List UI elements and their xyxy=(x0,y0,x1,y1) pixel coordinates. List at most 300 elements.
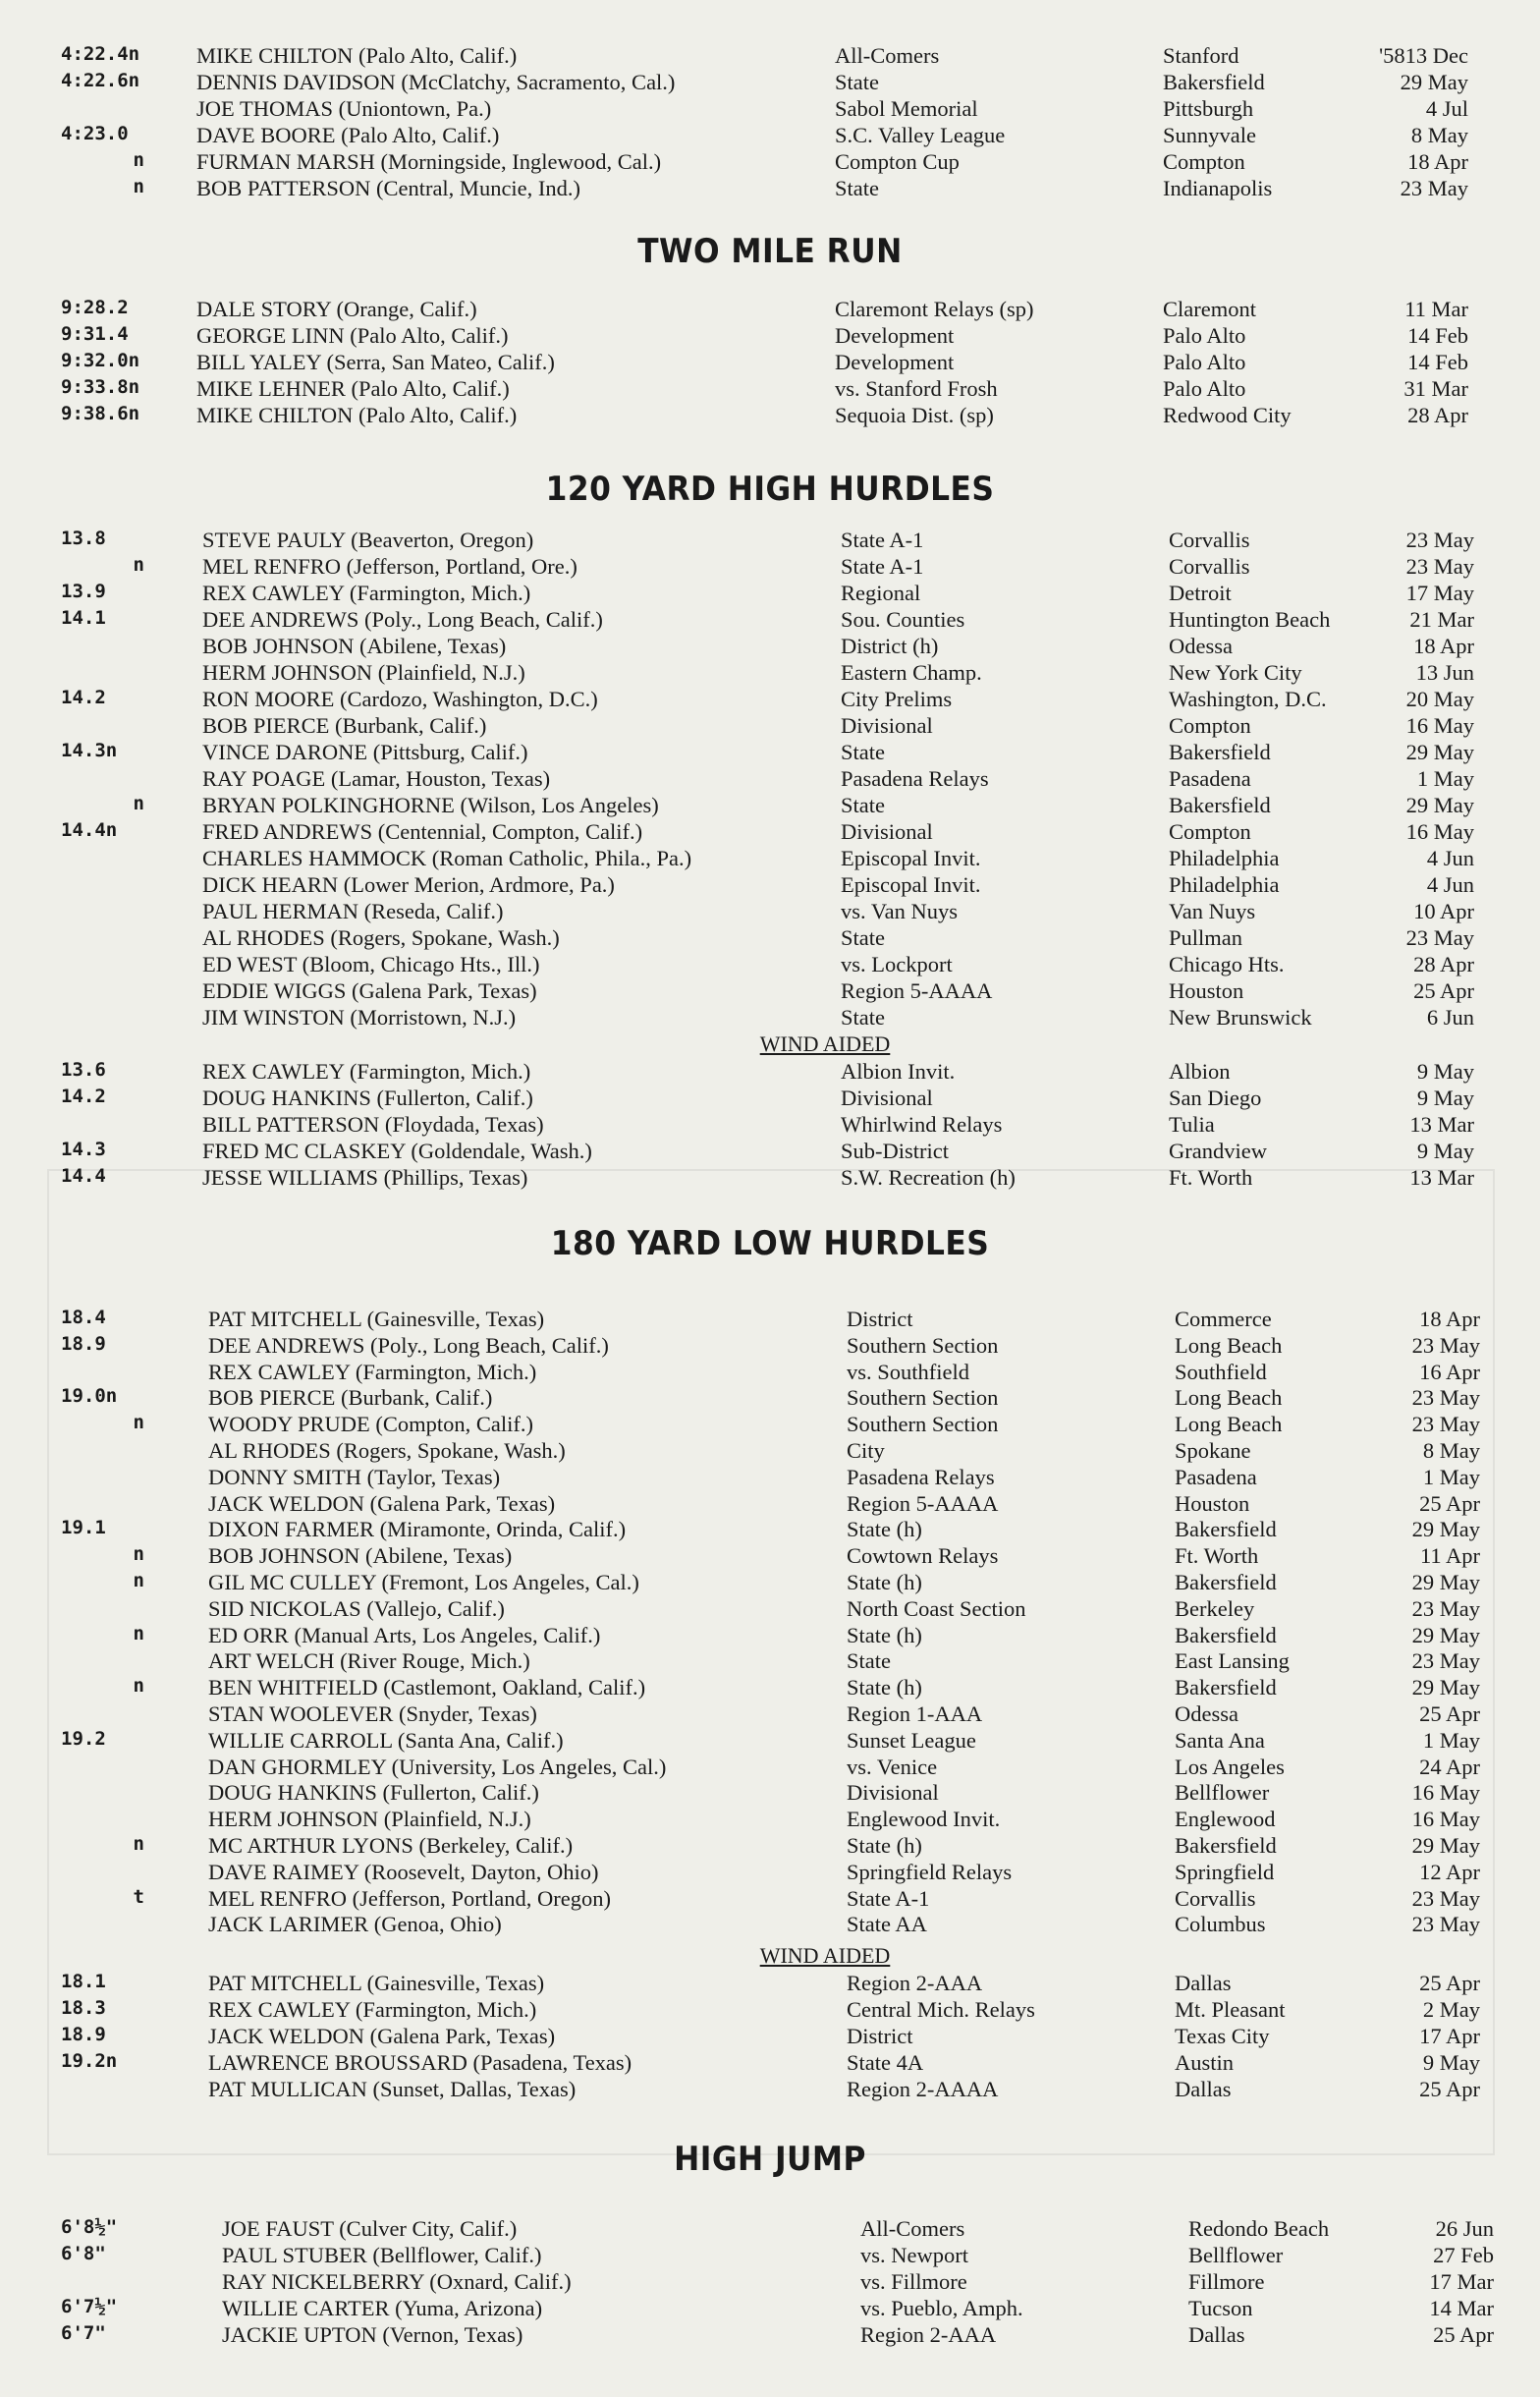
athlete-name: EDDIE WIGGS (Galena Park, Texas) xyxy=(202,978,537,1003)
meet-location: Bakersfield xyxy=(1169,740,1271,764)
athlete-name: REX CAWLEY (Farmington, Mich.) xyxy=(208,1359,537,1384)
result-mark: 19.2n xyxy=(61,2050,118,2072)
athlete-name: GEORGE LINN (Palo Alto, Calif.) xyxy=(196,323,509,348)
meet-location: Long Beach xyxy=(1175,1332,1283,1358)
result-row xyxy=(0,149,1540,176)
meet-date: 17 Mar xyxy=(1429,2269,1494,2294)
meet-name: State xyxy=(841,1005,885,1030)
athlete-name: DENNIS DAVIDSON (McClatchy, Sacramento, Cal.) xyxy=(196,70,676,94)
result-row xyxy=(0,2269,1540,2296)
meet-location: Detroit xyxy=(1169,581,1232,605)
result-mark: 6'7½" xyxy=(61,2296,118,2317)
meet-location: Corvallis xyxy=(1175,1885,1256,1911)
meet-date: 14 Feb xyxy=(1407,350,1468,374)
meet-location: Bakersfield xyxy=(1175,1622,1277,1647)
result-row xyxy=(0,70,1540,96)
result-mark: 6'8" xyxy=(61,2243,106,2264)
result-mark: n xyxy=(133,1543,144,1566)
meet-location: Odessa xyxy=(1175,1701,1238,1726)
meet-location: Austin xyxy=(1175,2050,1235,2075)
meet-date: 16 May xyxy=(1405,713,1474,738)
meet-date: 2 May xyxy=(1422,1997,1480,2022)
result-mark: 9:32.0n xyxy=(61,350,140,371)
meet-name: City Prelims xyxy=(841,687,953,711)
athlete-name: DOUG HANKINS (Fullerton, Calif.) xyxy=(208,1780,539,1806)
meet-name: Episcopal Invit. xyxy=(841,846,981,870)
meet-name: Development xyxy=(835,350,955,374)
meet-date: 23 May xyxy=(1411,1648,1480,1674)
meet-location: Philadelphia xyxy=(1169,846,1280,870)
meet-date: 6 Jun xyxy=(1426,1005,1474,1030)
result-row xyxy=(0,1807,1540,1833)
meet-name: Regional xyxy=(841,581,921,605)
result-row xyxy=(0,350,1540,376)
athlete-name: CHARLES HAMMOCK (Roman Catholic, Phila., Pa.) xyxy=(202,846,692,870)
meet-name: Region 2-AAAA xyxy=(847,2077,999,2101)
result-row xyxy=(0,176,1540,202)
meet-date: 1 May xyxy=(1422,1464,1480,1489)
result-mark: 13.9 xyxy=(61,581,106,602)
athlete-name: AL RHODES (Rogers, Spokane, Wash.) xyxy=(202,925,560,950)
meet-location: Ft. Worth xyxy=(1169,1165,1253,1190)
meet-location: Long Beach xyxy=(1175,1412,1283,1437)
athlete-name: SID NICKOLAS (Vallejo, Calif.) xyxy=(208,1595,505,1621)
result-row xyxy=(0,581,1540,607)
result-row xyxy=(0,1570,1540,1596)
athlete-name: DEE ANDREWS (Poly., Long Beach, Calif.) xyxy=(208,1332,609,1358)
result-row xyxy=(0,607,1540,634)
meet-location: Compton xyxy=(1163,149,1245,174)
result-row xyxy=(0,1438,1540,1465)
meet-name: Region 2-AAA xyxy=(847,1971,983,1995)
result-row xyxy=(0,1086,1540,1112)
result-row xyxy=(0,123,1540,149)
meet-name: Compton Cup xyxy=(835,149,960,174)
meet-location: Dallas xyxy=(1188,2322,1245,2347)
result-row xyxy=(0,2077,1540,2103)
athlete-name: HERM JOHNSON (Plainfield, N.J.) xyxy=(208,1807,531,1832)
athlete-name: ED WEST (Bloom, Chicago Hts., Ill.) xyxy=(202,952,540,976)
meet-location: Pasadena xyxy=(1175,1464,1257,1489)
result-mark: 19.2 xyxy=(61,1727,106,1750)
meet-date: 21 Mar xyxy=(1409,607,1474,632)
result-row xyxy=(0,1623,1540,1649)
athlete-name: RAY NICKELBERRY (Oxnard, Calif.) xyxy=(222,2269,572,2294)
meet-name: State xyxy=(841,925,885,950)
athlete-name: WOODY PRUDE (Compton, Calif.) xyxy=(208,1412,534,1437)
athlete-name: JACK WELDON (Galena Park, Texas) xyxy=(208,2024,556,2048)
result-mark: 18.9 xyxy=(61,2024,106,2045)
meet-location: Palo Alto xyxy=(1163,323,1246,348)
result-row xyxy=(0,1165,1540,1192)
meet-date: 17 May xyxy=(1405,581,1474,605)
meet-date: '5813 Dec xyxy=(1379,43,1468,68)
meet-location: Corvallis xyxy=(1169,528,1250,552)
result-row xyxy=(0,660,1540,687)
athlete-name: WILLIE CARTER (Yuma, Arizona) xyxy=(222,2296,543,2320)
meet-location: Bakersfield xyxy=(1175,1570,1277,1594)
result-row xyxy=(0,96,1540,123)
result-row xyxy=(0,43,1540,70)
result-row xyxy=(0,1728,1540,1755)
meet-location: Long Beach xyxy=(1175,1385,1283,1411)
athlete-name: REX CAWLEY (Farmington, Mich.) xyxy=(208,1997,537,2022)
result-row xyxy=(0,978,1540,1005)
result-mark: n xyxy=(133,1622,144,1644)
meet-location: Corvallis xyxy=(1169,554,1250,579)
meet-name: Pasadena Relays xyxy=(847,1464,995,1489)
meet-date: 17 Apr xyxy=(1419,2024,1480,2048)
athlete-name: FRED ANDREWS (Centennial, Compton, Calif.) xyxy=(202,819,643,844)
athlete-name: MIKE CHILTON (Palo Alto, Calif.) xyxy=(196,43,518,68)
athlete-name: GIL MC CULLEY (Fremont, Los Angeles, Cal.) xyxy=(208,1570,639,1594)
meet-name: vs. Stanford Frosh xyxy=(835,376,998,401)
meet-date: 4 Jun xyxy=(1426,846,1474,870)
result-row xyxy=(0,1543,1540,1570)
result-row xyxy=(0,819,1540,846)
result-mark: 14.2 xyxy=(61,1086,106,1107)
meet-location: Berkeley xyxy=(1175,1595,1255,1621)
high-jump-heading: HIGH JUMP xyxy=(674,2140,866,2179)
meet-name: S.W. Recreation (h) xyxy=(841,1165,1016,1190)
meet-date: 9 May xyxy=(1422,2050,1480,2075)
meet-date: 28 Apr xyxy=(1407,403,1468,427)
meet-name: Development xyxy=(835,323,955,348)
result-row xyxy=(0,634,1540,660)
meet-name: vs. Van Nuys xyxy=(841,899,958,923)
athlete-name: JOE THOMAS (Uniontown, Pa.) xyxy=(196,96,492,121)
meet-location: Spokane xyxy=(1175,1438,1251,1463)
result-mark: 4:23.0 xyxy=(61,123,129,144)
meet-date: 12 Apr xyxy=(1419,1859,1480,1884)
meet-name: Albion Invit. xyxy=(841,1059,956,1084)
athlete-name: MEL RENFRO (Jefferson, Portland, Oregon) xyxy=(208,1885,611,1911)
meet-date: 8 May xyxy=(1410,123,1468,147)
meet-location: Los Angeles xyxy=(1175,1754,1285,1779)
result-row xyxy=(0,323,1540,350)
meet-location: Washington, D.C. xyxy=(1169,687,1327,711)
athlete-name: DONNY SMITH (Taylor, Texas) xyxy=(208,1464,501,1489)
result-row xyxy=(0,1833,1540,1860)
athlete-name: JESSE WILLIAMS (Phillips, Texas) xyxy=(202,1165,528,1190)
meet-date: 25 Apr xyxy=(1433,2322,1494,2347)
meet-date: 23 May xyxy=(1411,1595,1480,1621)
meet-location: Texas City xyxy=(1175,2024,1270,2048)
meet-name: Sub-District xyxy=(841,1139,949,1163)
result-mark: n xyxy=(133,793,144,814)
meet-name: Divisional xyxy=(841,1086,933,1110)
result-row xyxy=(0,554,1540,581)
result-mark: 4:22.6n xyxy=(61,70,140,91)
meet-name: State A-1 xyxy=(847,1885,930,1911)
athlete-name: JOE FAUST (Culver City, Calif.) xyxy=(222,2216,518,2241)
result-row xyxy=(0,1307,1540,1333)
result-row xyxy=(0,2296,1540,2322)
meet-location: Albion xyxy=(1169,1059,1231,1084)
meet-name: Southern Section xyxy=(847,1412,999,1437)
meet-name: Whirlwind Relays xyxy=(841,1112,1003,1137)
meet-name: Cowtown Relays xyxy=(847,1543,999,1569)
meet-location: Tucson xyxy=(1188,2296,1253,2320)
meet-location: Bakersfield xyxy=(1169,793,1271,817)
meet-name: Englewood Invit. xyxy=(847,1807,1001,1832)
result-row xyxy=(0,1491,1540,1518)
meet-name: State A-1 xyxy=(841,528,924,552)
meet-name: State (h) xyxy=(847,1675,922,1700)
meet-location: Redondo Beach xyxy=(1188,2216,1330,2241)
result-mark: 14.3n xyxy=(61,740,118,761)
meet-date: 26 Jun xyxy=(1435,2216,1494,2241)
result-row xyxy=(0,713,1540,740)
athlete-name: BILL YALEY (Serra, San Mateo, Calif.) xyxy=(196,350,555,374)
meet-location: Sunnyvale xyxy=(1163,123,1256,147)
meet-location: Mt. Pleasant xyxy=(1175,1997,1286,2022)
meet-name: Sabol Memorial xyxy=(835,96,978,121)
meet-name: City xyxy=(847,1438,885,1463)
athlete-name: JACKIE UPTON (Vernon, Texas) xyxy=(222,2322,523,2347)
athlete-name: STEVE PAULY (Beaverton, Oregon) xyxy=(202,528,534,552)
athlete-name: DALE STORY (Orange, Calif.) xyxy=(196,297,477,321)
meet-name: All-Comers xyxy=(835,43,940,68)
athlete-name: HERM JOHNSON (Plainfield, N.J.) xyxy=(202,660,525,685)
athlete-name: PAT MITCHELL (Gainesville, Texas) xyxy=(208,1307,545,1331)
meet-date: 1 May xyxy=(1422,1727,1480,1753)
athlete-name: JIM WINSTON (Morristown, N.J.) xyxy=(202,1005,517,1030)
result-row xyxy=(0,1412,1540,1438)
meet-date: 4 Jul xyxy=(1425,96,1468,121)
result-row xyxy=(0,740,1540,766)
meet-date: 9 May xyxy=(1416,1086,1474,1110)
meet-date: 23 May xyxy=(1411,1332,1480,1358)
meet-date: 20 May xyxy=(1405,687,1474,711)
result-mark: 18.3 xyxy=(61,1997,106,2019)
meet-name: Region 1-AAA xyxy=(847,1701,983,1726)
meet-location: Bakersfield xyxy=(1175,1833,1277,1858)
meet-location: Houston xyxy=(1169,978,1244,1003)
athlete-name: ED ORR (Manual Arts, Los Angeles, Calif.) xyxy=(208,1622,601,1647)
athlete-name: BOB JOHNSON (Abilene, Texas) xyxy=(208,1543,513,1569)
meet-date: 13 Mar xyxy=(1409,1112,1474,1137)
athlete-name: WILLIE CARROLL (Santa Ana, Calif.) xyxy=(208,1727,564,1753)
meet-name: District xyxy=(847,1307,913,1331)
meet-name: Southern Section xyxy=(847,1385,999,1411)
athlete-name: RON MOORE (Cardozo, Washington, D.C.) xyxy=(202,687,598,711)
athlete-name: PAT MITCHELL (Gainesville, Texas) xyxy=(208,1971,545,1995)
result-mark: 14.2 xyxy=(61,687,106,708)
meet-location: Dallas xyxy=(1175,2077,1232,2101)
athlete-name: ART WELCH (River Rouge, Mich.) xyxy=(208,1648,530,1674)
meet-name: State (h) xyxy=(847,1622,922,1647)
meet-name: Region 2-AAA xyxy=(860,2322,997,2347)
meet-location: Englewood xyxy=(1175,1807,1276,1832)
meet-date: 23 May xyxy=(1405,528,1474,552)
meet-name: Southern Section xyxy=(847,1332,999,1358)
result-row xyxy=(0,1912,1540,1938)
meet-location: Huntington Beach xyxy=(1169,607,1331,632)
meet-date: 13 Jun xyxy=(1415,660,1474,685)
meet-name: vs. Southfield xyxy=(847,1359,970,1384)
meet-location: Springfield xyxy=(1175,1859,1275,1884)
meet-location: San Diego xyxy=(1169,1086,1262,1110)
meet-name: Region 5-AAAA xyxy=(847,1490,999,1516)
meet-location: Odessa xyxy=(1169,634,1233,658)
result-row xyxy=(0,297,1540,323)
meet-location: Houston xyxy=(1175,1490,1250,1516)
two-mile-heading: TWO MILE RUN xyxy=(637,232,903,271)
athlete-name: PAUL STUBER (Bellflower, Calif.) xyxy=(222,2243,542,2267)
meet-location: Columbus xyxy=(1175,1912,1266,1937)
meet-location: Pasadena xyxy=(1169,766,1251,791)
meet-name: State (h) xyxy=(847,1570,922,1594)
result-mark: 18.9 xyxy=(61,1332,106,1355)
meet-location: Ft. Worth xyxy=(1175,1543,1259,1569)
result-row xyxy=(0,1360,1540,1386)
meet-location: Van Nuys xyxy=(1169,899,1256,923)
meet-date: 25 Apr xyxy=(1413,978,1474,1003)
athlete-name: LAWRENCE BROUSSARD (Pasadena, Texas) xyxy=(208,2050,632,2075)
meet-date: 16 May xyxy=(1405,819,1474,844)
meet-date: 25 Apr xyxy=(1419,1971,1480,1995)
meet-date: 25 Apr xyxy=(1419,1490,1480,1516)
high-hurdles-heading: 120 YARD HIGH HURDLES xyxy=(545,470,995,509)
result-mark: 14.4 xyxy=(61,1165,106,1187)
low-hurdles-heading: 180 YARD LOW HURDLES xyxy=(550,1224,990,1263)
result-row xyxy=(0,1059,1540,1086)
result-mark: 18.4 xyxy=(61,1307,106,1328)
result-row xyxy=(0,766,1540,793)
meet-location: Redwood City xyxy=(1163,403,1292,427)
athlete-name: DAVE RAIMEY (Roosevelt, Dayton, Ohio) xyxy=(208,1859,599,1884)
result-row xyxy=(0,2216,1540,2243)
athlete-name: AL RHODES (Rogers, Spokane, Wash.) xyxy=(208,1438,566,1463)
athlete-name: VINCE DARONE (Pittsburg, Calif.) xyxy=(202,740,528,764)
result-mark: n xyxy=(133,149,144,171)
meet-name: State xyxy=(841,793,885,817)
athlete-name: BILL PATTERSON (Floydada, Texas) xyxy=(202,1112,544,1137)
athlete-name: DEE ANDREWS (Poly., Long Beach, Calif.) xyxy=(202,607,603,632)
meet-date: 11 Mar xyxy=(1404,297,1468,321)
result-mark: 19.1 xyxy=(61,1517,106,1539)
meet-location: Grandview xyxy=(1169,1139,1267,1163)
result-mark: n xyxy=(133,176,144,197)
meet-name: Episcopal Invit. xyxy=(841,872,981,897)
meet-name: State xyxy=(847,1648,891,1674)
athlete-name: DAN GHORMLEY (University, Los Angeles, Cal.) xyxy=(208,1754,667,1779)
athlete-name: MEL RENFRO (Jefferson, Portland, Ore.) xyxy=(202,554,578,579)
result-mark: 4:22.4n xyxy=(61,43,140,65)
result-mark: 14.4n xyxy=(61,819,118,841)
meet-name: Pasadena Relays xyxy=(841,766,989,791)
athlete-name: STAN WOOLEVER (Snyder, Texas) xyxy=(208,1701,537,1726)
result-mark: 9:38.6n xyxy=(61,403,140,424)
meet-location: Palo Alto xyxy=(1163,376,1246,401)
athlete-name: PAUL HERMAN (Reseda, Calif.) xyxy=(202,899,504,923)
meet-name: vs. Newport xyxy=(860,2243,968,2267)
meet-location: East Lansing xyxy=(1175,1648,1290,1674)
athlete-name: BOB PIERCE (Burbank, Calif.) xyxy=(208,1385,493,1411)
result-row xyxy=(0,376,1540,403)
meet-name: State (h) xyxy=(847,1833,922,1858)
meet-name: Eastern Champ. xyxy=(841,660,982,685)
result-row xyxy=(0,403,1540,429)
result-mark: 9:31.4 xyxy=(61,323,129,345)
athlete-name: JACK WELDON (Galena Park, Texas) xyxy=(208,1490,556,1516)
meet-name: Sequoia Dist. (sp) xyxy=(835,403,994,427)
athlete-name: BRYAN POLKINGHORNE (Wilson, Los Angeles) xyxy=(202,793,659,817)
meet-location: Tulia xyxy=(1169,1112,1215,1137)
athlete-name: MC ARTHUR LYONS (Berkeley, Calif.) xyxy=(208,1833,574,1858)
meet-name: vs. Fillmore xyxy=(860,2269,967,2294)
meet-name: Divisional xyxy=(841,819,933,844)
result-row xyxy=(0,1755,1540,1781)
athlete-name: FURMAN MARSH (Morningside, Inglewood, Cal.) xyxy=(196,149,662,174)
result-row xyxy=(0,1517,1540,1543)
meet-name: vs. Lockport xyxy=(841,952,953,976)
athlete-name: REX CAWLEY (Farmington, Mich.) xyxy=(202,1059,531,1084)
meet-date: 8 May xyxy=(1422,1438,1480,1463)
result-row xyxy=(0,1997,1540,2024)
meet-date: 4 Jun xyxy=(1426,872,1474,897)
meet-name: vs. Pueblo, Amph. xyxy=(860,2296,1023,2320)
meet-location: Palo Alto xyxy=(1163,350,1246,374)
result-mark: 13.6 xyxy=(61,1059,106,1081)
meet-location: Compton xyxy=(1169,713,1251,738)
meet-location: Philadelphia xyxy=(1169,872,1280,897)
athlete-name: FRED MC CLASKEY (Goldendale, Wash.) xyxy=(202,1139,592,1163)
meet-name: Divisional xyxy=(847,1780,939,1806)
meet-location: Dallas xyxy=(1175,1971,1232,1995)
athlete-name: PAT MULLICAN (Sunset, Dallas, Texas) xyxy=(208,2077,577,2101)
meet-location: New Brunswick xyxy=(1169,1005,1312,1030)
result-mark: 19.0n xyxy=(61,1385,118,1408)
result-mark: t xyxy=(133,1885,144,1908)
meet-date: 16 May xyxy=(1411,1780,1480,1806)
meet-name: S.C. Valley League xyxy=(835,123,1006,147)
athlete-name: BEN WHITFIELD (Castlemont, Oakland, Calif.) xyxy=(208,1675,646,1700)
high-hurdles-wind-label: WIND AIDED xyxy=(759,1031,891,1056)
meet-location: Bakersfield xyxy=(1163,70,1265,94)
result-row xyxy=(0,872,1540,899)
meet-date: 1 May xyxy=(1416,766,1474,791)
result-row xyxy=(0,1112,1540,1139)
result-row xyxy=(0,1139,1540,1165)
result-row xyxy=(0,2322,1540,2349)
meet-name: District (h) xyxy=(841,634,939,658)
meet-name: State A-1 xyxy=(841,554,924,579)
result-row xyxy=(0,2024,1540,2050)
meet-name: Central Mich. Relays xyxy=(847,1997,1035,2022)
meet-name: State 4A xyxy=(847,2050,924,2075)
result-row xyxy=(0,952,1540,978)
meet-name: State xyxy=(835,176,879,200)
result-mark: n xyxy=(133,1570,144,1591)
meet-date: 16 Apr xyxy=(1419,1359,1480,1384)
result-row xyxy=(0,2050,1540,2077)
meet-name: North Coast Section xyxy=(847,1595,1026,1621)
result-mark: 9:33.8n xyxy=(61,376,140,398)
result-row xyxy=(0,1333,1540,1360)
meet-date: 29 May xyxy=(1411,1517,1480,1542)
result-row xyxy=(0,1005,1540,1031)
result-row xyxy=(0,1780,1540,1807)
athlete-name: DOUG HANKINS (Fullerton, Calif.) xyxy=(202,1086,533,1110)
result-mark: 18.1 xyxy=(61,1971,106,1992)
meet-date: 9 May xyxy=(1416,1059,1474,1084)
result-row xyxy=(0,1701,1540,1728)
meet-date: 18 Apr xyxy=(1413,634,1474,658)
meet-location: Bakersfield xyxy=(1175,1675,1277,1700)
meet-name: State xyxy=(835,70,879,94)
